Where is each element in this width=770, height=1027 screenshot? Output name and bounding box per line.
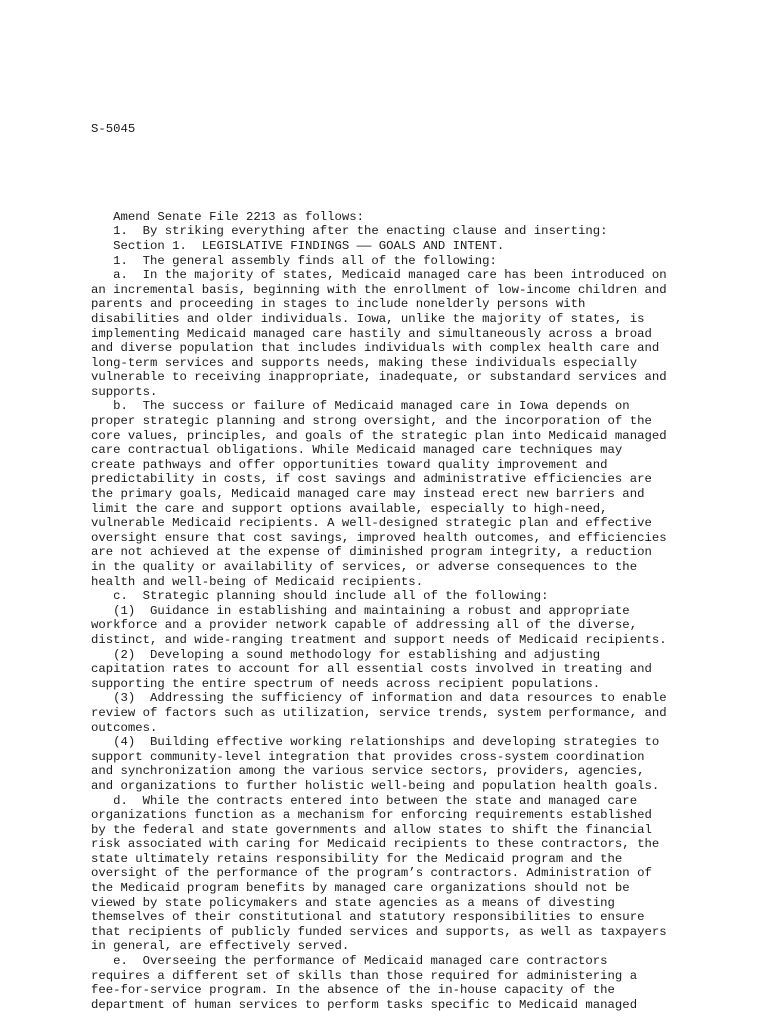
- text-line: in the quality or availability of services, or adverse consequences to the: [91, 560, 638, 574]
- text-line: viewed by state policymakers and state agencies as a means of divesting: [91, 895, 615, 910]
- text-line: requires a different set of skills than those required for administering a: [91, 968, 638, 983]
- text-line: department of human services to perform tasks specific to Medicaid managed: [91, 997, 638, 1012]
- text-line: proper strategic planning and strong oversight, and the incorporation of the: [91, 414, 652, 429]
- text-line: vulnerable Medicaid recipients. A well-designed strategic plan and effective: [91, 516, 652, 531]
- text-line: care contractual obligations. While Medicaid managed care techniques may: [91, 443, 623, 458]
- text-line: (1) Guidance in establishing and maintaining a robust and appropriate: [91, 603, 630, 618]
- text-line: core values, principles, and goals of the strategic plan into Medicaid managed: [91, 428, 667, 443]
- text-line: risk associated with caring for Medicaid recipients to these contractors, the: [91, 837, 660, 852]
- text-line: a. In the majority of states, Medicaid managed care has been introduced on: [91, 268, 667, 283]
- document-id: S-5045: [91, 122, 136, 137]
- text-line: and organizations to further holistic well-being and population health goals.: [91, 778, 660, 793]
- text-line: the primary goals, Medicaid managed care may instead erect new barriers and: [91, 487, 645, 502]
- document-body: [91, 210, 691, 1013]
- text-line: by the federal and state governments and allow states to shift the financial: [91, 822, 652, 837]
- text-line: supporting the entire spectrum of needs across recipient populations.: [91, 676, 601, 691]
- text-line: themselves of their constitutional and statutory responsibilities to ensure: [91, 910, 645, 925]
- text-line: Amend Senate File 2213 as follows:: [91, 209, 365, 224]
- text-line: that recipients of publicly funded services and supports, as well as taxpayers: [91, 924, 667, 939]
- text-line: review of factors such as utilization, service trends, system performance, and: [91, 705, 667, 720]
- text-line: fee-for-service program. In the absence of the in-house capacity of the: [91, 983, 615, 998]
- text-line: b. The success or failure of Medicaid managed care in Iowa depends on: [91, 399, 630, 414]
- text-line: an incremental basis, beginning with the enrollment of low-income children and: [91, 282, 667, 297]
- text-line: create pathways and offer opportunities toward quality improvement and: [91, 457, 608, 472]
- text-line: the Medicaid program benefits by managed care organizations should not be: [91, 881, 630, 896]
- blank-line: [91, 166, 691, 181]
- text-line: disabilities and older individuals. Iowa, unlike the majority of states, is: [91, 311, 645, 326]
- text-line: e. Overseeing the performance of Medicaid managed care contractors: [91, 954, 608, 969]
- text-line: workforce and a provider network capable of addressing all of the diverse,: [91, 618, 638, 633]
- text-line: vulnerable to receiving inappropriate, inadequate, or substandard services and: [91, 370, 667, 385]
- text-line: limit the care and support options available, especially to high-need,: [91, 501, 608, 516]
- text-line: 1. By striking everything after the enacting clause and inserting:: [91, 224, 608, 239]
- text-line: and synchronization among the various service sectors, providers, agencies,: [91, 764, 645, 779]
- text-line: long-term services and supports needs, making these individuals especially: [91, 355, 638, 370]
- text-line: oversight ensure that cost savings, improved health outcomes, and efficiencies: [91, 530, 667, 545]
- text-line: (3) Addressing the sufficiency of information and data resources to enable: [91, 691, 667, 706]
- text-line: health and well-being of Medicaid recipients.: [91, 574, 424, 589]
- text-line: outcomes.: [91, 720, 158, 735]
- document-page: [91, 93, 691, 1027]
- text-line: are not achieved at the expense of diminished program integrity, a reduction: [91, 545, 652, 560]
- text-line: oversight of the performance of the program’s contractors. Administration of: [91, 866, 652, 881]
- text-line: organizations function as a mechanism for enforcing requirements established: [91, 808, 652, 823]
- text-line: (4) Building effective working relationships and developing strategies to: [91, 735, 660, 750]
- text-line: capitation rates to account for all essential costs involved in treating and: [91, 662, 652, 677]
- text-line: Section 1. LEGISLATIVE FINDINGS —— GOALS AND INTENT.: [91, 238, 505, 253]
- text-line: c. Strategic planning should include all of the following:: [91, 589, 549, 604]
- text-line: 1. The general assembly finds all of the following:: [91, 253, 497, 268]
- text-line: support community-level integration that provides cross-system coordination: [91, 749, 645, 764]
- text-line: in general, are effectively served.: [91, 939, 350, 954]
- text-line: (2) Developing a sound methodology for establishing and adjusting: [91, 647, 601, 662]
- text-line: implementing Medicaid managed care hastily and simultaneously across a broad: [91, 326, 652, 341]
- text-line: supports.: [91, 384, 158, 399]
- text-line: d. While the contracts entered into between the state and managed care: [91, 793, 638, 808]
- text-line: parents and proceeding in stages to include nonelderly persons with: [91, 297, 586, 312]
- text-line: state ultimately retains responsibility for the Medicaid program and the: [91, 851, 623, 866]
- text-line: predictability in costs, if cost savings and administrative efficiencies are: [91, 472, 652, 487]
- text-line: and diverse population that includes individuals with complex health care and: [91, 341, 660, 356]
- text-line: distinct, and wide-ranging treatment and support needs of Medicaid recipients.: [91, 632, 667, 647]
